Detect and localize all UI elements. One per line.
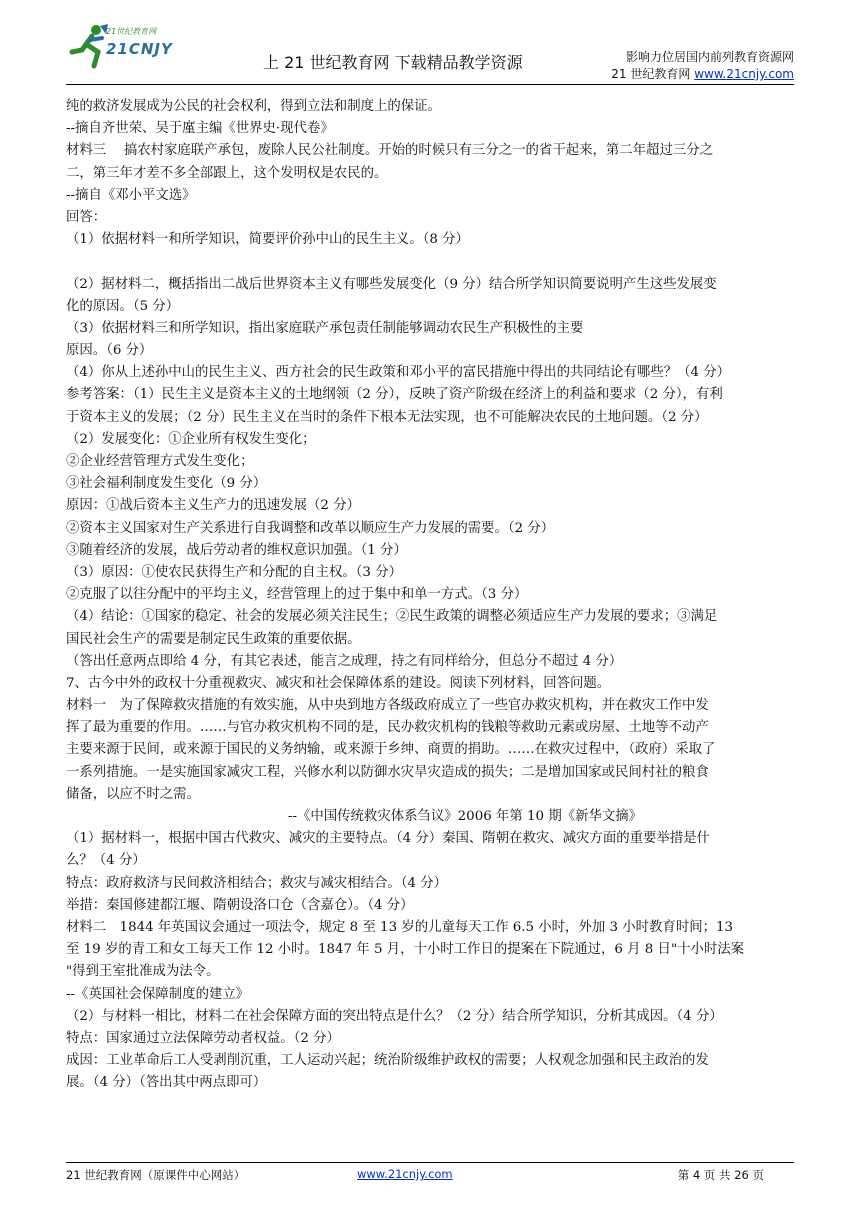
header-site-link[interactable]: www.21cnjy.com [694, 67, 794, 81]
text-line: 7、古今中外的政权十分重视救灾、减灾和社会保障体系的建设。阅读下列材料，回答问题。 [66, 675, 611, 691]
text-line: 主要来源于民间，或来源于国民的义务纳输，或来源于乡绅、商贾的捐助。……在救灾过程中，（政府）采取了 [66, 742, 716, 758]
text-line: 回答： [66, 209, 107, 225]
text-line: 化的原因。（5 分） [66, 298, 180, 314]
text-line: （2）发展变化：①企业所有权发生变化； [66, 431, 316, 447]
text-line: （4）你从上述孙中山的民生主义、西方社会的民生政策和邓小平的富民措施中得出的共同结论有哪些？（4 分） [66, 365, 731, 381]
text-line: --摘自齐世荣、吴于廑主编《世界史·现代卷》 [66, 121, 334, 137]
text-line: ②克服了以往分配中的平均主义，经营管理上的过于集中和单一方式。（3 分） [66, 587, 528, 603]
text-line: （3）原因：①使农民获得生产和分配的自主权。（3 分） [66, 564, 402, 580]
header-site-line [611, 65, 794, 82]
text-line: --《英国社会保障制度的建立》 [66, 986, 250, 1002]
text-line: 举措：秦国修建都江堰、隋朝设洛口仓（含嘉仓）。（4 分） [66, 897, 414, 913]
text-line: ②资本主义国家对生产关系进行自我调整和改革以顺应生产力发展的需要。（2 分） [66, 520, 555, 536]
text-line: （2）与材料一相比，材料二在社会保障方面的突出特点是什么？（2 分）结合所学知识，分析其成因。（4 分） [66, 1008, 723, 1024]
text-line: 二，第三年才差不多全部跟上，这个发明权是农民的。 [66, 165, 388, 181]
logo-small-text: 21世纪教育网 [106, 27, 157, 36]
text-line: 一系列措施。一是实施国家减灾工程，兴修水利以防御水灾旱灾造成的损失；二是增加国家或民间村社的粮食 [66, 764, 709, 780]
text-line: "得到王室批准成为法令。 [66, 964, 220, 980]
text-line: 展。（4 分）（答出其中两点即可） [66, 1075, 267, 1091]
header-site-prefix: 21 世纪教育网 [611, 67, 695, 81]
text-line: 原因。（6 分） [66, 343, 153, 359]
text-line: 于资本主义的发展；（2 分）民生主义在当时的条件下根本无法实现，也不可能解决农民的土地问题。（2 分） [66, 409, 708, 425]
text-line: 挥了最为重要的作用。……与官办救灾机构不同的是，民办救灾机构的钱粮等救助元素或房屋、土地等不动产 [66, 720, 709, 736]
document-body [66, 96, 794, 1094]
text-line: （2）据材料二，概括指出二战后世界资本主义有哪些发展变化（9 分）结合所学知识简要说明产生这些发展变 [66, 276, 717, 292]
text-line: 储备，以应不时之需。 [66, 786, 200, 802]
footer-divider [66, 1162, 794, 1163]
text-line: ③随着经济的发展，战后劳动者的维权意识加强。（1 分） [66, 542, 407, 558]
page-header [0, 0, 860, 92]
text-line: ③社会福利制度发生变化（9 分） [66, 476, 267, 492]
header-slogan: 影响力位居国内前列教育资源网 [625, 50, 794, 64]
text-line: 材料一 为了保障救灾措施的有效实施，从中央到地方各级政府成立了一些官办救灾机构，并在救灾工作中发 [66, 698, 709, 714]
text-line: --摘自《邓小平文选》 [66, 187, 196, 203]
page-number: 第 4 页 共 26 页 [677, 1168, 764, 1182]
text-line: 成因：工业革命后工人受剥削沉重，工人运动兴起；统治阶级维护政权的需要；人权观念加强和民主政治的发 [66, 1053, 709, 1069]
text-line: （1）依据材料一和所学知识，简要评价孙中山的民生主义。（8 分） [66, 232, 469, 248]
text-line: 原因：①战后资本主义生产力的迅速发展（2 分） [66, 498, 360, 514]
header-title: 上 21 世纪教育网 下载精品教学资源 [263, 53, 523, 72]
footer-site-link[interactable]: www.21cnjy.com [357, 1167, 453, 1181]
text-line: 至 19 岁的青工和女工每天工作 12 小时。1847 年 5 月，十小时工作日的提案在下院通过，6 月 8 日"十小时法案 [66, 942, 745, 958]
logo-brand-text: 21CNJY [106, 40, 173, 58]
text-line: 特点：政府救济与民间救济相结合；救灾与减灾相结合。（4 分） [66, 875, 448, 891]
text-line: 参考答案：（1）民生主义是资本主义的土地纲领（2 分），反映了资产阶级在经济上的利益和要求（2 分），有利 [66, 387, 723, 403]
text-line: 国民社会生产的需要是制定民生政策的重要依据。 [66, 631, 361, 647]
text-line: 材料三 搞农村家庭联产承包，废除人民公社制度。开始的时候只有三分之一的省干起来，第二年超过三分之 [66, 143, 714, 159]
text-line: 材料二 1844 年英国议会通过一项法令，规定 8 至 13 岁的儿童每天工作 6.5 小时，外加 3 小时教育时间；13 [66, 919, 734, 935]
text-line: （4）结论：①国家的稳定、社会的发展必须关注民生；②民生政策的调整必须适应生产力发展的要求；③满足 [66, 609, 718, 625]
text-line [66, 251, 794, 273]
text-line: 纯的救济发展成为公民的社会权利，得到立法和制度上的保证。 [66, 99, 441, 114]
text-line: （3）依据材料三和所学知识，指出家庭联产承包责任制能够调动农民生产积极性的主要 [66, 320, 584, 336]
text-line: 特点：国家通过立法保障劳动者权益。（2 分） [66, 1030, 340, 1046]
runner-logo-icon [66, 22, 110, 72]
header-divider [66, 84, 794, 85]
text-line: （答出任意两点即给 4 分，有其它表述，能言之成理，持之有同样给分，但总分不超过 4 分） [66, 653, 623, 669]
text-line: 么？（4 分） [66, 853, 146, 869]
text-line: （1）据材料一，根据中国古代救灾、减灾的主要特点。（4 分）秦国、隋朝在救灾、减灾方面的重要举措是什 [66, 831, 710, 847]
text-line: --《中国传统救灾体系刍议》2006 年第 10 期《新华文摘》 [287, 809, 643, 824]
footer-site-name: 21 世纪教育网（原课件中心网站） [66, 1168, 246, 1182]
text-line: ②企业经营管理方式发生变化； [66, 454, 254, 469]
